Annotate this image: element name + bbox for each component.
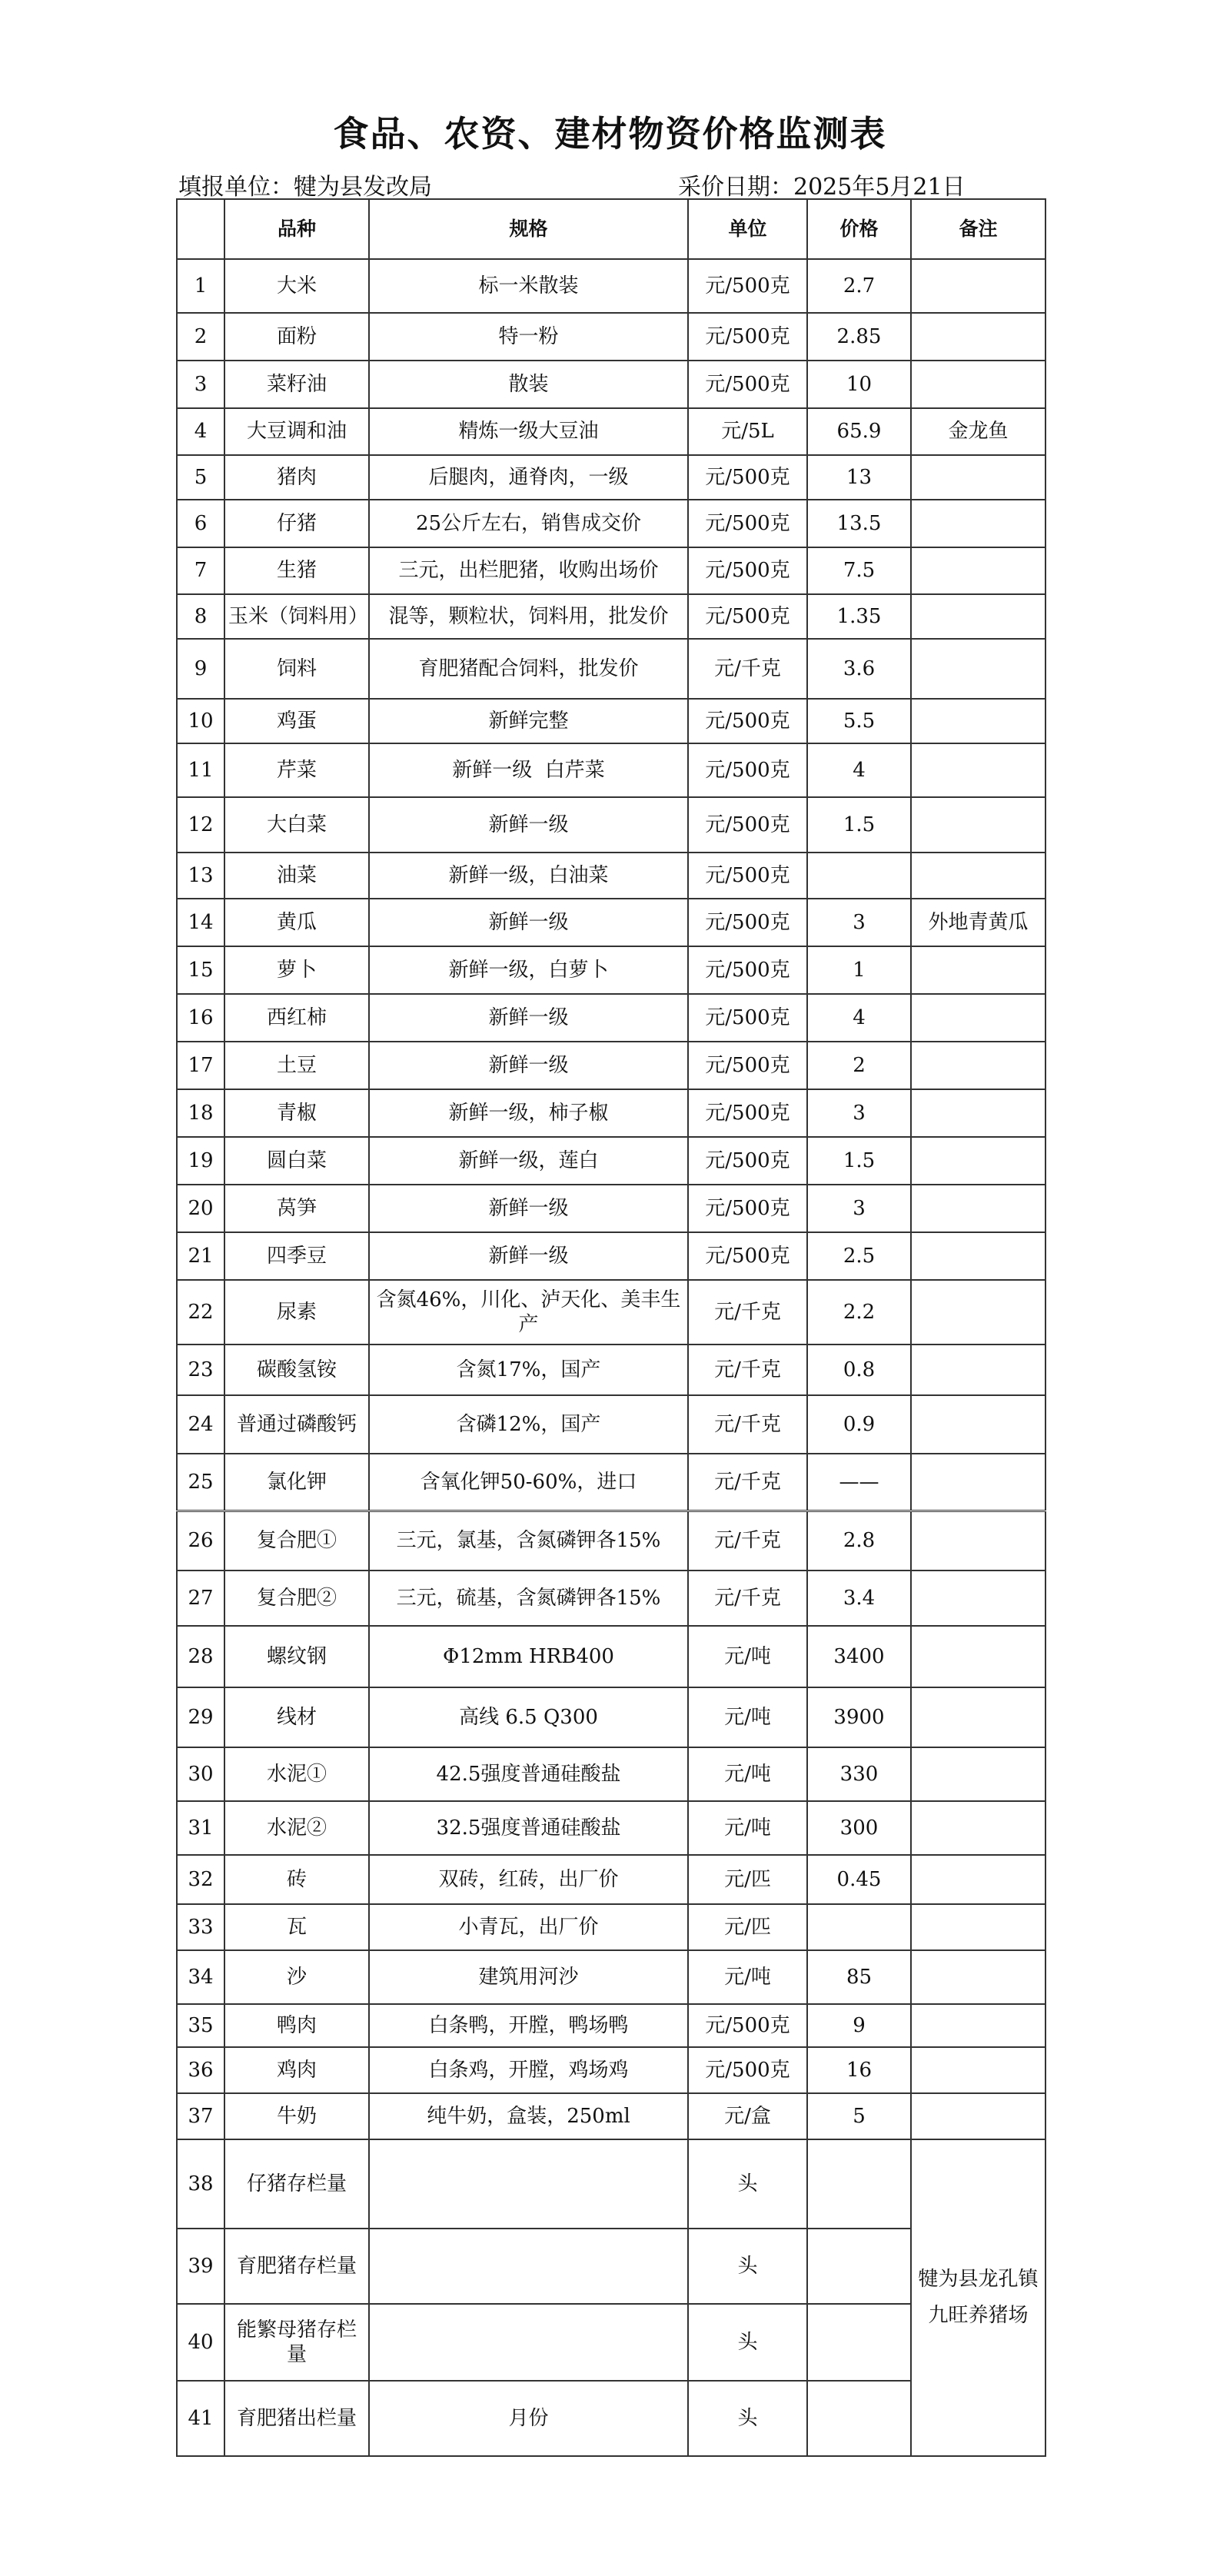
row-name: 鸭肉	[224, 2004, 369, 2047]
row-name: 砖	[224, 1855, 369, 1904]
table-row	[177, 1626, 1045, 1687]
row-unit: 元/500克	[688, 743, 807, 797]
row-price: 3400	[807, 1626, 911, 1687]
row-spec: 双砖，红砖，出厂价	[369, 1855, 688, 1904]
table-row	[177, 853, 1045, 899]
row-remark	[911, 1089, 1045, 1137]
row-price: 85	[807, 1950, 911, 2004]
row-unit: 元/500克	[688, 699, 807, 743]
collection-date: 采价日期：2025年5月21日	[678, 174, 966, 201]
table-row	[177, 1454, 1045, 1511]
row-price: 65.9	[807, 408, 911, 455]
row-remark	[911, 594, 1045, 639]
row-remark: 金龙鱼	[911, 408, 1045, 455]
row-name: 圆白菜	[224, 1137, 369, 1185]
table-row	[177, 259, 1045, 313]
row-no: 34	[177, 1950, 224, 2004]
row-remark	[911, 1855, 1045, 1904]
row-unit: 元/500克	[688, 899, 807, 946]
row-price	[807, 853, 911, 899]
row-spec: 散装	[369, 361, 688, 408]
row-no: 39	[177, 2229, 224, 2304]
row-name: 土豆	[224, 1042, 369, 1089]
table-row	[177, 1232, 1045, 1280]
table-row	[177, 455, 1045, 500]
row-no: 26	[177, 1511, 224, 1571]
table-row	[177, 1801, 1045, 1855]
row-spec: 三元，氯基，含氮磷钾各15%	[369, 1511, 688, 1571]
row-unit: 元/吨	[688, 1747, 807, 1801]
livestock-remark: 犍为县龙孔镇九旺养猪场	[911, 2139, 1045, 2456]
row-remark	[911, 500, 1045, 547]
table-row	[177, 2093, 1045, 2139]
table-row	[177, 594, 1045, 639]
row-unit: 元/500克	[688, 1185, 807, 1232]
row-name: 能繁母猪存栏量	[224, 2304, 369, 2381]
row-unit: 元/500克	[688, 547, 807, 594]
row-remark	[911, 2093, 1045, 2139]
row-spec: 特一粉	[369, 313, 688, 361]
table-row	[177, 946, 1045, 994]
row-remark	[911, 1571, 1045, 1626]
row-remark	[911, 259, 1045, 313]
row-name: 大豆调和油	[224, 408, 369, 455]
row-remark	[911, 1511, 1045, 1571]
row-price: 2.5	[807, 1232, 911, 1280]
row-price: 5.5	[807, 699, 911, 743]
row-remark	[911, 1185, 1045, 1232]
row-remark	[911, 639, 1045, 699]
row-price: 330	[807, 1747, 911, 1801]
row-spec: 三元，硫基，含氮磷钾各15%	[369, 1571, 688, 1626]
row-remark	[911, 1137, 1045, 1185]
row-name: 水泥②	[224, 1801, 369, 1855]
row-price	[807, 2304, 911, 2381]
page-title: 食品、农资、建材物资价格监测表	[333, 113, 887, 155]
row-name: 芹菜	[224, 743, 369, 797]
row-no: 4	[177, 408, 224, 455]
row-price: 3	[807, 1185, 911, 1232]
row-no: 16	[177, 994, 224, 1042]
row-remark	[911, 1042, 1045, 1089]
row-name: 瓦	[224, 1904, 369, 1950]
row-name: 普通过磷酸钙	[224, 1395, 369, 1454]
row-unit: 元/500克	[688, 2047, 807, 2093]
row-spec: 新鲜一级	[369, 1185, 688, 1232]
row-price: 5	[807, 2093, 911, 2139]
row-price: 1.5	[807, 1137, 911, 1185]
row-name: 氯化钾	[224, 1454, 369, 1511]
row-unit: 元/500克	[688, 594, 807, 639]
table-row	[177, 547, 1045, 594]
row-no: 29	[177, 1687, 224, 1747]
row-price: 0.8	[807, 1345, 911, 1395]
row-unit: 元/千克	[688, 1511, 807, 1571]
row-remark	[911, 2047, 1045, 2093]
row-remark	[911, 2004, 1045, 2047]
row-spec: 新鲜一级，白萝卜	[369, 946, 688, 994]
row-no: 10	[177, 699, 224, 743]
row-price: 2.85	[807, 313, 911, 361]
table-row	[177, 899, 1045, 946]
row-no: 7	[177, 547, 224, 594]
row-price: 16	[807, 2047, 911, 2093]
row-no: 9	[177, 639, 224, 699]
row-no: 40	[177, 2304, 224, 2381]
table-row	[177, 743, 1045, 797]
reporting-unit: 填报单位：犍为县发改局	[178, 174, 432, 201]
row-name: 猪肉	[224, 455, 369, 500]
header-price: 价格	[807, 199, 911, 259]
table-row	[177, 994, 1045, 1042]
row-unit: 元/吨	[688, 1950, 807, 2004]
row-spec: 32.5强度普通硅酸盐	[369, 1801, 688, 1855]
table-row	[177, 1395, 1045, 1454]
row-no: 18	[177, 1089, 224, 1137]
row-name: 育肥猪出栏量	[224, 2381, 369, 2456]
row-name: 菜籽油	[224, 361, 369, 408]
price-table	[176, 198, 1046, 2457]
row-remark	[911, 1687, 1045, 1747]
row-remark	[911, 1950, 1045, 2004]
row-spec: 新鲜一级，莲白	[369, 1137, 688, 1185]
row-remark	[911, 547, 1045, 594]
table-row	[177, 1345, 1045, 1395]
row-no: 33	[177, 1904, 224, 1950]
row-remark	[911, 455, 1045, 500]
row-price: 2.2	[807, 1280, 911, 1345]
row-price: 3	[807, 1089, 911, 1137]
row-spec: 新鲜一级	[369, 994, 688, 1042]
row-no: 15	[177, 946, 224, 994]
row-unit: 元/匹	[688, 1855, 807, 1904]
row-remark	[911, 1395, 1045, 1454]
header-variety: 品种	[224, 199, 369, 259]
row-unit: 元/匹	[688, 1904, 807, 1950]
row-unit: 元/500克	[688, 313, 807, 361]
row-name: 尿素	[224, 1280, 369, 1345]
row-no: 37	[177, 2093, 224, 2139]
table-row	[177, 1904, 1045, 1950]
row-name: 莴笋	[224, 1185, 369, 1232]
table-row	[177, 1571, 1045, 1626]
row-no: 38	[177, 2139, 224, 2229]
row-name: 青椒	[224, 1089, 369, 1137]
table-row	[177, 361, 1045, 408]
table-row	[177, 1855, 1045, 1904]
row-name: 生猪	[224, 547, 369, 594]
row-no: 35	[177, 2004, 224, 2047]
table-row	[177, 1511, 1045, 1571]
row-spec	[369, 2304, 688, 2381]
row-spec: 白条鸭，开膛，鸭场鸭	[369, 2004, 688, 2047]
row-unit: 元/千克	[688, 1571, 807, 1626]
row-price: 3.6	[807, 639, 911, 699]
row-name: 线材	[224, 1687, 369, 1747]
row-unit: 元/5L	[688, 408, 807, 455]
row-name: 饲料	[224, 639, 369, 699]
row-price: 13.5	[807, 500, 911, 547]
row-unit: 头	[688, 2229, 807, 2304]
row-price: 2.7	[807, 259, 911, 313]
row-price: 3	[807, 899, 911, 946]
row-price: 300	[807, 1801, 911, 1855]
table-row	[177, 1042, 1045, 1089]
row-remark	[911, 1626, 1045, 1687]
row-name: 仔猪	[224, 500, 369, 547]
row-no: 23	[177, 1345, 224, 1395]
row-spec: 新鲜一级，柿子椒	[369, 1089, 688, 1137]
row-price: 3.4	[807, 1571, 911, 1626]
header-row	[177, 199, 1045, 259]
row-price	[807, 2139, 911, 2229]
row-price: 7.5	[807, 547, 911, 594]
row-price: 4	[807, 743, 911, 797]
row-remark	[911, 313, 1045, 361]
row-price: 0.45	[807, 1855, 911, 1904]
row-remark	[911, 1454, 1045, 1511]
row-no: 6	[177, 500, 224, 547]
table-row	[177, 797, 1045, 853]
row-no: 41	[177, 2381, 224, 2456]
row-name: 仔猪存栏量	[224, 2139, 369, 2229]
row-name: 四季豆	[224, 1232, 369, 1280]
row-spec	[369, 2229, 688, 2304]
row-remark: 外地青黄瓜	[911, 899, 1045, 946]
row-remark	[911, 1801, 1045, 1855]
row-spec: 新鲜一级	[369, 797, 688, 853]
row-no: 20	[177, 1185, 224, 1232]
row-spec: 新鲜一级	[369, 1232, 688, 1280]
header-remark: 备注	[911, 199, 1045, 259]
row-remark	[911, 1280, 1045, 1345]
row-unit: 头	[688, 2304, 807, 2381]
row-remark	[911, 743, 1045, 797]
table-row	[177, 313, 1045, 361]
row-unit: 元/千克	[688, 1454, 807, 1511]
row-name: 大白菜	[224, 797, 369, 853]
row-spec: 含氮46%，川化、泸天化、美丰生产	[369, 1280, 688, 1345]
row-price: 13	[807, 455, 911, 500]
row-remark	[911, 1904, 1045, 1950]
row-unit: 元/千克	[688, 1395, 807, 1454]
row-name: 大米	[224, 259, 369, 313]
row-name: 育肥猪存栏量	[224, 2229, 369, 2304]
row-unit: 元/500克	[688, 946, 807, 994]
row-name: 玉米（饲料用）	[224, 594, 369, 639]
row-unit: 元/500克	[688, 994, 807, 1042]
row-no: 3	[177, 361, 224, 408]
row-unit: 元/500克	[688, 455, 807, 500]
row-name: 牛奶	[224, 2093, 369, 2139]
table-row	[177, 408, 1045, 455]
row-name: 鸡蛋	[224, 699, 369, 743]
row-name: 鸡肉	[224, 2047, 369, 2093]
row-unit: 元/500克	[688, 797, 807, 853]
row-spec: 纯牛奶，盒装，250ml	[369, 2093, 688, 2139]
row-unit: 元/吨	[688, 1687, 807, 1747]
row-unit: 元/千克	[688, 1345, 807, 1395]
row-no: 31	[177, 1801, 224, 1855]
row-name: 萝卜	[224, 946, 369, 994]
row-price: 4	[807, 994, 911, 1042]
row-spec: 含磷12%，国产	[369, 1395, 688, 1454]
row-no: 17	[177, 1042, 224, 1089]
row-spec: 标一米散装	[369, 259, 688, 313]
row-price: 2	[807, 1042, 911, 1089]
row-unit: 元/盒	[688, 2093, 807, 2139]
row-spec: 含氮17%，国产	[369, 1345, 688, 1395]
table-row	[177, 1950, 1045, 2004]
row-price: 1	[807, 946, 911, 994]
row-unit: 元/500克	[688, 259, 807, 313]
row-name: 油菜	[224, 853, 369, 899]
row-spec: 三元，出栏肥猪，收购出场价	[369, 547, 688, 594]
row-name: 复合肥②	[224, 1571, 369, 1626]
row-name: 黄瓜	[224, 899, 369, 946]
row-spec: 小青瓦，出厂价	[369, 1904, 688, 1950]
row-spec: 月份	[369, 2381, 688, 2456]
row-name: 碳酸氢铵	[224, 1345, 369, 1395]
row-no: 12	[177, 797, 224, 853]
row-remark	[911, 946, 1045, 994]
row-unit: 元/500克	[688, 361, 807, 408]
row-price: 2.8	[807, 1511, 911, 1571]
row-price	[807, 1904, 911, 1950]
row-no: 14	[177, 899, 224, 946]
row-price	[807, 2229, 911, 2304]
row-spec	[369, 2139, 688, 2229]
row-spec: 25公斤左右，销售成交价	[369, 500, 688, 547]
row-unit: 元/吨	[688, 1801, 807, 1855]
row-no: 24	[177, 1395, 224, 1454]
row-no: 1	[177, 259, 224, 313]
table-row	[177, 699, 1045, 743]
row-spec: Φ12mm HRB400	[369, 1626, 688, 1687]
header-spec: 规格	[369, 199, 688, 259]
row-unit: 元/500克	[688, 1137, 807, 1185]
row-spec: 建筑用河沙	[369, 1950, 688, 2004]
row-no: 22	[177, 1280, 224, 1345]
row-no: 25	[177, 1454, 224, 1511]
row-unit: 元/千克	[688, 639, 807, 699]
row-remark	[911, 1345, 1045, 1395]
row-price: 3900	[807, 1687, 911, 1747]
row-remark	[911, 797, 1045, 853]
row-spec: 新鲜一级	[369, 899, 688, 946]
row-remark	[911, 1232, 1045, 1280]
row-unit: 元/500克	[688, 1089, 807, 1137]
row-no: 32	[177, 1855, 224, 1904]
row-no: 30	[177, 1747, 224, 1801]
row-unit: 元/500克	[688, 2004, 807, 2047]
row-spec: 新鲜一级 白芹菜	[369, 743, 688, 797]
row-spec: 42.5强度普通硅酸盐	[369, 1747, 688, 1801]
row-spec: 新鲜一级，白油菜	[369, 853, 688, 899]
table-row	[177, 1185, 1045, 1232]
row-unit: 元/500克	[688, 500, 807, 547]
row-remark	[911, 1747, 1045, 1801]
row-spec: 白条鸡，开膛，鸡场鸡	[369, 2047, 688, 2093]
row-remark	[911, 361, 1045, 408]
row-name: 复合肥①	[224, 1511, 369, 1571]
header-unit: 单位	[688, 199, 807, 259]
row-price: 0.9	[807, 1395, 911, 1454]
row-remark	[911, 994, 1045, 1042]
row-no: 27	[177, 1571, 224, 1626]
row-remark	[911, 853, 1045, 899]
row-unit: 元/500克	[688, 1232, 807, 1280]
row-name: 面粉	[224, 313, 369, 361]
row-remark	[911, 699, 1045, 743]
table-row	[177, 2004, 1045, 2047]
table-row	[177, 1137, 1045, 1185]
row-price: 10	[807, 361, 911, 408]
row-no: 21	[177, 1232, 224, 1280]
row-price	[807, 2381, 911, 2456]
row-no: 19	[177, 1137, 224, 1185]
table-row	[177, 1280, 1045, 1345]
table-row	[177, 639, 1045, 699]
row-unit: 元/500克	[688, 853, 807, 899]
table-row	[177, 500, 1045, 547]
row-spec: 育肥猪配合饲料，批发价	[369, 639, 688, 699]
row-spec: 混等，颗粒状，饲料用，批发价	[369, 594, 688, 639]
table-row	[177, 2047, 1045, 2093]
row-unit: 元/吨	[688, 1626, 807, 1687]
row-no: 11	[177, 743, 224, 797]
row-name: 沙	[224, 1950, 369, 2004]
row-price: 1.35	[807, 594, 911, 639]
row-no: 13	[177, 853, 224, 899]
row-spec: 精炼一级大豆油	[369, 408, 688, 455]
row-name: 西红柿	[224, 994, 369, 1042]
row-no: 8	[177, 594, 224, 639]
row-spec: 后腿肉，通脊肉，一级	[369, 455, 688, 500]
row-name: 螺纹钢	[224, 1626, 369, 1687]
table-row	[177, 1747, 1045, 1801]
row-unit: 头	[688, 2139, 807, 2229]
row-no: 5	[177, 455, 224, 500]
table-row	[177, 1089, 1045, 1137]
row-spec: 新鲜完整	[369, 699, 688, 743]
row-unit: 元/千克	[688, 1280, 807, 1345]
row-unit: 元/500克	[688, 1042, 807, 1089]
row-name: 水泥①	[224, 1747, 369, 1801]
header-no	[177, 199, 224, 259]
table-row	[177, 1687, 1045, 1747]
row-spec: 高线 6.5 Q300	[369, 1687, 688, 1747]
row-unit: 头	[688, 2381, 807, 2456]
row-no: 36	[177, 2047, 224, 2093]
row-price: 9	[807, 2004, 911, 2047]
row-spec: 新鲜一级	[369, 1042, 688, 1089]
row-price: 1.5	[807, 797, 911, 853]
row-no: 28	[177, 1626, 224, 1687]
row-no: 2	[177, 313, 224, 361]
row-price: ——	[807, 1454, 911, 1511]
row-spec: 含氧化钾50-60%，进口	[369, 1454, 688, 1511]
livestock-row	[177, 2139, 1045, 2229]
